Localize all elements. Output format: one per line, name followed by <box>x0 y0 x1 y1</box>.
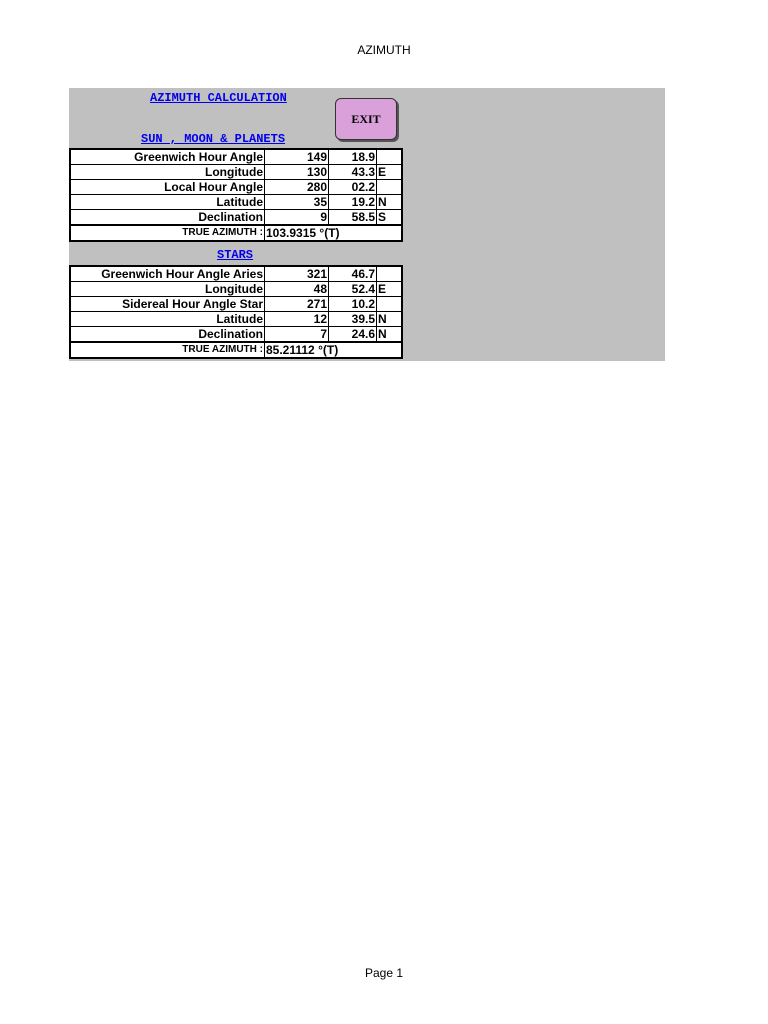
hemisphere-cell[interactable] <box>377 297 403 312</box>
table-row <box>70 297 402 312</box>
stars-link[interactable]: STARS <box>217 248 254 262</box>
degrees-cell[interactable]: 130 <box>265 165 329 180</box>
sun-moon-planets-link[interactable]: SUN , MOON & PLANETS <box>141 132 286 146</box>
page-footer: Page 1 <box>364 966 404 980</box>
sun-moon-planets-table <box>69 148 403 242</box>
row-label: Greenwich Hour Angle <box>70 149 265 165</box>
minutes-cell[interactable]: 58.5 <box>329 210 377 226</box>
degrees-cell[interactable]: 280 <box>265 180 329 195</box>
true-azimuth-result <box>265 342 403 358</box>
degrees-cell[interactable]: 12 <box>265 312 329 327</box>
true-azimuth-value: 103.9315 <box>266 226 317 240</box>
degrees-cell[interactable]: 48 <box>265 282 329 297</box>
true-azimuth-label: TRUE AZIMUTH : <box>70 342 265 358</box>
minutes-cell[interactable]: 10.2 <box>329 297 377 312</box>
table-row <box>70 195 402 210</box>
minutes-cell[interactable]: 19.2 <box>329 195 377 210</box>
row-label: Sidereal Hour Angle Star <box>70 297 265 312</box>
table-row <box>70 327 402 343</box>
hemisphere-cell[interactable]: N <box>377 312 403 327</box>
hemisphere-cell[interactable]: N <box>377 327 403 343</box>
minutes-cell[interactable]: 43.3 <box>329 165 377 180</box>
row-label: Longitude <box>70 282 265 297</box>
minutes-cell[interactable]: 52.4 <box>329 282 377 297</box>
minutes-cell[interactable]: 02.2 <box>329 180 377 195</box>
true-azimuth-row <box>70 225 402 241</box>
minutes-cell[interactable]: 18.9 <box>329 149 377 165</box>
row-label: Latitude <box>70 195 265 210</box>
minutes-cell[interactable]: 39.5 <box>329 312 377 327</box>
table-row <box>70 312 402 327</box>
hemisphere-cell[interactable] <box>377 266 403 282</box>
table-row <box>70 266 402 282</box>
stars-table <box>69 265 403 359</box>
table-row <box>70 165 402 180</box>
table-row <box>70 180 402 195</box>
row-label: Declination <box>70 210 265 226</box>
row-label: Local Hour Angle <box>70 180 265 195</box>
page-header: AZIMUTH <box>357 43 411 57</box>
degrees-cell[interactable]: 9 <box>265 210 329 226</box>
true-azimuth-value: 85.21112 <box>266 343 315 357</box>
table-row <box>70 149 402 165</box>
hemisphere-cell[interactable]: N <box>377 195 403 210</box>
degrees-cell[interactable]: 35 <box>265 195 329 210</box>
azimuth-calculation-title-link[interactable]: AZIMUTH CALCULATION <box>150 91 287 105</box>
hemisphere-cell[interactable]: E <box>377 165 403 180</box>
true-azimuth-row <box>70 342 402 358</box>
hemisphere-cell[interactable]: S <box>377 210 403 226</box>
row-label: Latitude <box>70 312 265 327</box>
degrees-cell[interactable]: 271 <box>265 297 329 312</box>
exit-button[interactable]: EXIT <box>335 98 397 140</box>
true-azimuth-unit: °(T) <box>319 226 340 240</box>
true-azimuth-result <box>265 225 403 241</box>
table-row <box>70 282 402 297</box>
minutes-cell[interactable]: 46.7 <box>329 266 377 282</box>
minutes-cell[interactable]: 24.6 <box>329 327 377 343</box>
row-label: Greenwich Hour Angle Aries <box>70 266 265 282</box>
degrees-cell[interactable]: 149 <box>265 149 329 165</box>
true-azimuth-label: TRUE AZIMUTH : <box>70 225 265 241</box>
hemisphere-cell[interactable]: E <box>377 282 403 297</box>
table-row <box>70 210 402 226</box>
degrees-cell[interactable]: 321 <box>265 266 329 282</box>
true-azimuth-unit: °(T) <box>318 343 339 357</box>
row-label: Longitude <box>70 165 265 180</box>
row-label: Declination <box>70 327 265 343</box>
hemisphere-cell[interactable] <box>377 180 403 195</box>
hemisphere-cell[interactable] <box>377 149 403 165</box>
degrees-cell[interactable]: 7 <box>265 327 329 343</box>
